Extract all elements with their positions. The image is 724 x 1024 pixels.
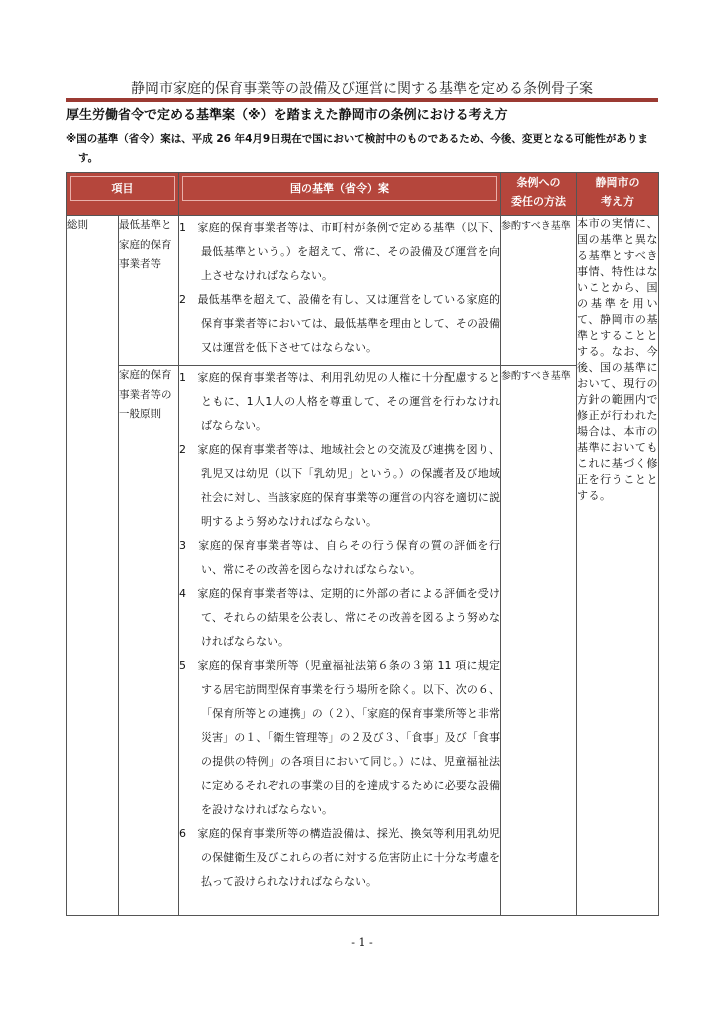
category-cell: 総則 [67,216,119,916]
standard-paragraph: 5 家庭的保育事業所等（児童福祉法第６条の３第 11 項に規定する居宅訪問型保育事業を行う場所を除く。以下、次の６、「保育所等との連携」の（２）、「家庭的保育事業所等と非常災害」の１、「衛生管理等」の２及び３、「食事」及び「食事の提供の特例」の各項目において同じ。）には、児童福祉法に定めるそれぞれの事業の目的を達成するために必要な設備を設けなければならない。 [179,659,500,816]
standard-paragraph: 2 家庭的保育事業者等は、地域社会との交流及び連携を図り、乳児又は幼児（以下「乳幼児」という。）の保護者及び地域社会に対し、当該家庭的保育事業等の運営の内容を適切に説明するよう努めなければならない。 [179,443,500,528]
table-row [67,216,659,366]
header-delegation-method [501,173,577,216]
document-title: 静岡市家庭的保育事業等の設備及び運営に関する基準を定める条例骨子案 [131,81,593,97]
page-number: - 1 - [351,936,373,949]
standard-paragraph: 4 家庭的保育事業者等は、定期的に外部の者による評価を受けて、それらの結果を公表し、常にその改善を図るよう努めなければならない。 [179,587,500,648]
header-city-view [577,173,659,216]
standard-paragraph: 1 家庭的保育事業者等は、利用乳幼児の人権に十分配慮するとともに、1人1人の人格を尊重して、その運営を行わなければならない。 [179,371,500,432]
document-subtitle: 厚生労働省令で定める基準案（※）を踏まえた静岡市の条例における考え方 [66,108,508,123]
header-item-label: 項目 [70,176,175,201]
delegation-method-cell: 参酌すべき基準 [501,366,577,916]
standard-paragraph: 6 家庭的保育事業所等の構造設備は、採光、換気等利用乳幼児の保健衛生及びこれらの者に対する危害防止に十分な考慮を払って設けられなければならない。 [179,827,500,888]
disclaimer-note: ※国の基準（省令）案は、平成 26 年4月9日現在で国において検討中のものであるため、今後、変更となる可能性があります。 [66,133,648,164]
national-standard-cell [179,216,501,366]
standard-paragraph: 3 家庭的保育事業者等は、自らその行う保育の質の評価を行い、常にその改善を図らなければならない。 [179,539,500,576]
header-view-line2: 考え方 [601,195,634,208]
table-row [67,366,659,916]
standards-table [66,172,659,916]
header-national-standard [179,173,501,216]
city-view-cell: 本市の実情に、国の基準と異なる基準とすべき事情、特性はないことから、国の基準を用いて、静岡市の基準とすることとする。なお、今後、国の基準において、現行の方針の範囲内で修正が行われた場合は、本市の基準においてもこれに基づく修正を行うこととする。 [577,216,659,916]
standard-paragraph: 2 最低基準を超えて、設備を有し、又は運営をしている家庭的保育事業者等においては、最低基準を理由として、その設備又は運営を低下させてはならない。 [179,293,500,354]
national-standard-cell [179,366,501,916]
header-method-line1: 条例への [516,176,561,189]
item-cell: 家庭的保育事業者等の一般原則 [119,366,179,916]
header-view-line1: 静岡市の [595,176,640,189]
title-underline [66,98,658,102]
delegation-method-cell: 参酌すべき基準 [501,216,577,366]
standard-paragraph: 1 家庭的保育事業者等は、市町村が条例で定める基準（以下、最低基準という。）を超えて、常に、その設備及び運営を向上させなければならない。 [179,221,500,282]
header-item [67,173,179,216]
table-header-row [67,173,659,216]
item-cell: 最低基準と家庭的保育事業者等 [119,216,179,366]
header-method-line2: 委任の方法 [511,195,566,208]
header-national-label: 国の基準（省令）案 [182,176,497,201]
